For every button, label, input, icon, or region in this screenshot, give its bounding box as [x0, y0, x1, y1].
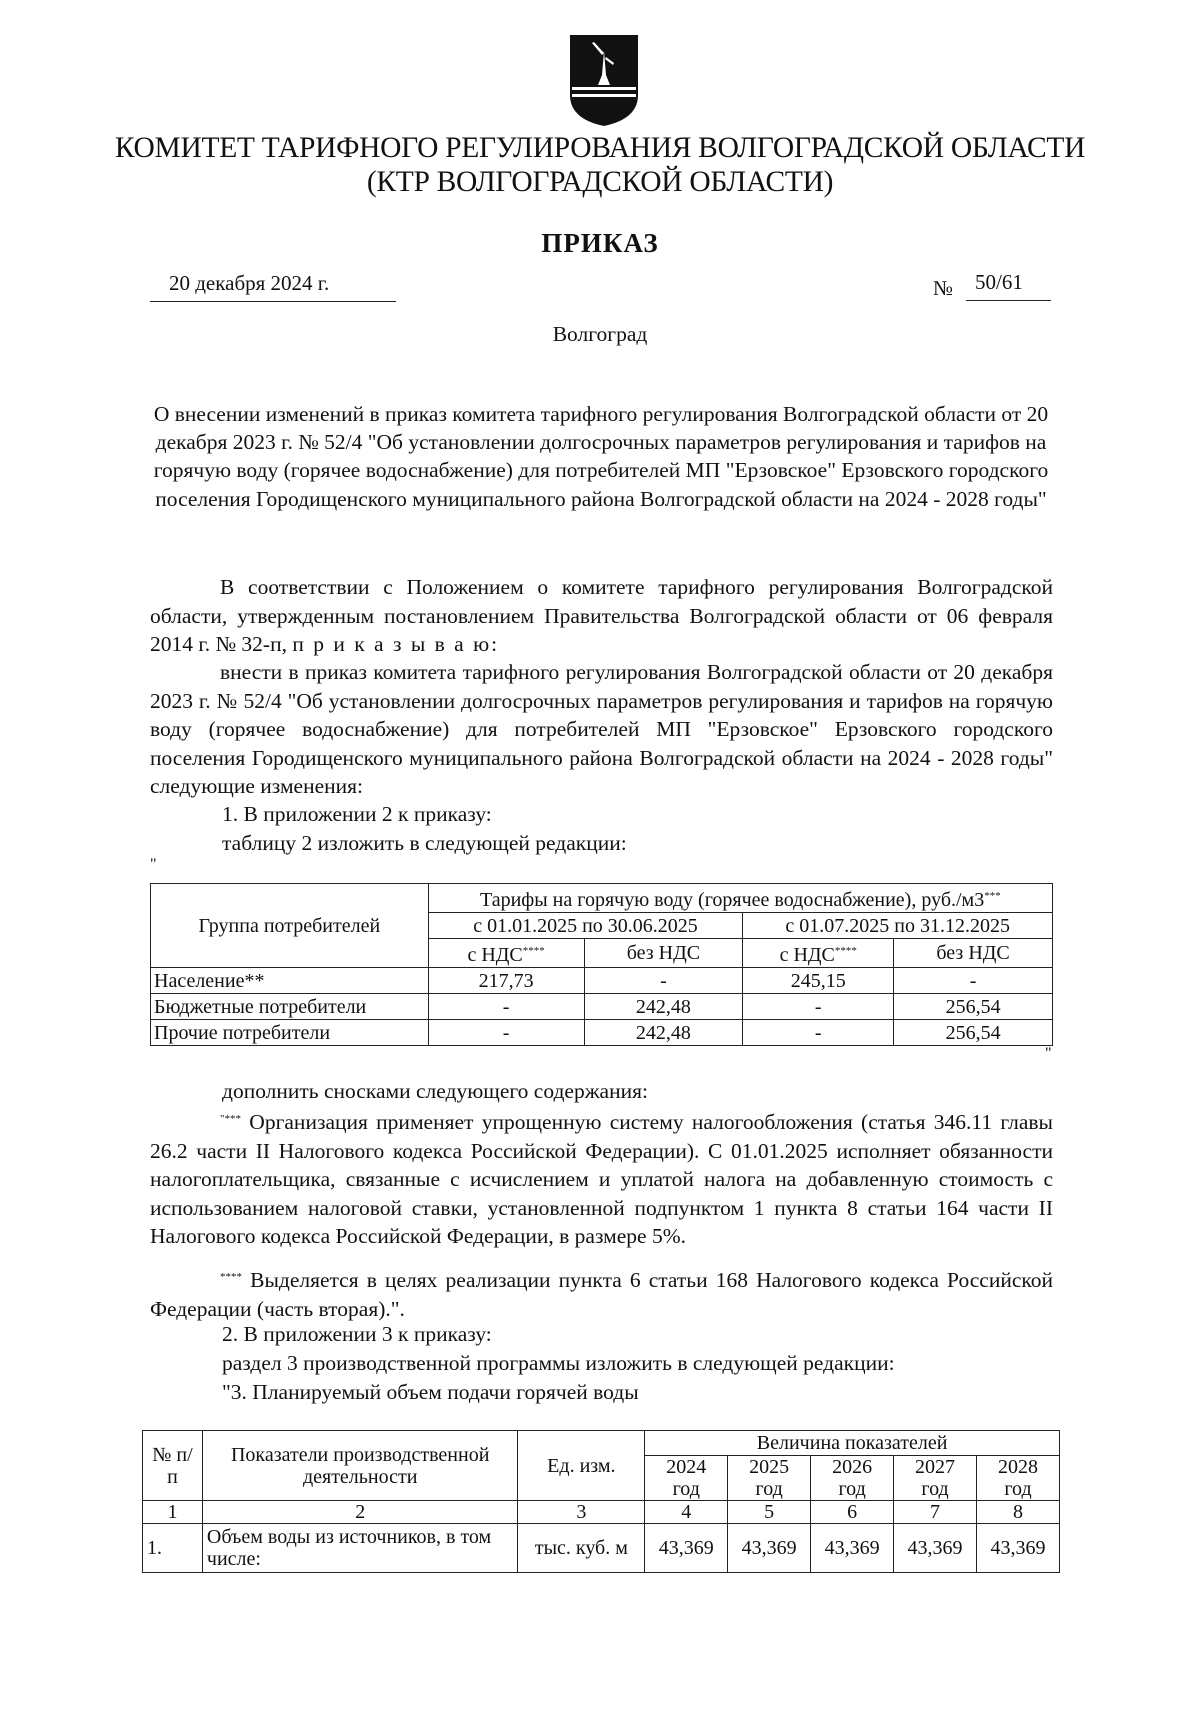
unit-cell: тыс. куб. м [518, 1524, 645, 1573]
footnote-mark: *** [984, 890, 1001, 902]
table-row [151, 1020, 1053, 1046]
tariff-cell: - [584, 968, 743, 994]
period-2-header: с 01.07.2025 по 31.12.2025 [743, 913, 1053, 939]
table-row [143, 1501, 1060, 1524]
order-paragraph: внести в приказ комитета тарифного регулирования Волгоградской области от 20 декабря 2023 г. № 52/4 "Об установлении долгосрочных параметров регулирования и тарифов на горячую воду (горячее водоснабжение) для потребителей МП "Ерзовское" Ерзовского городского поселения Городищенского муниципального района Волгоградской области на 2024 - 2028 годы" следующие изменения: [150, 660, 1053, 798]
year-value: 2024 [666, 1456, 707, 1478]
index-cell: 7 [894, 1501, 977, 1524]
col-num-header: № п/п [143, 1431, 203, 1501]
footnote-3 [150, 1105, 1053, 1251]
index-cell: 5 [728, 1501, 811, 1524]
value-cell: 43,369 [645, 1524, 728, 1573]
with-vat-header [743, 939, 894, 968]
year-header [811, 1456, 894, 1501]
value-cell: 43,369 [728, 1524, 811, 1573]
footnote-mark: **** [522, 945, 545, 957]
year-suffix: год [921, 1478, 949, 1500]
table-row [151, 968, 1053, 994]
order-word: п р и к а з ы в а ю: [292, 632, 500, 656]
footnote-4 [150, 1263, 1053, 1323]
period-1-header: с 01.01.2025 по 30.06.2025 [428, 913, 743, 939]
committee-short-name: (КТР ВОЛГОГРАДСКОЙ ОБЛАСТИ) [366, 166, 834, 198]
year-suffix: год [755, 1478, 783, 1500]
volgograd-emblem-icon [568, 33, 640, 128]
col-values-header: Величина показателей [645, 1431, 1060, 1456]
footnote-mark: **** [834, 945, 857, 957]
number-label: № [933, 276, 954, 300]
year-header [728, 1456, 811, 1501]
year-suffix: год [838, 1478, 866, 1500]
committee-name: КОМИТЕТ ТАРИФНОГО РЕГУЛИРОВАНИЯ ВОЛГОГРАДСКОЙ ОБЛАСТИ [114, 132, 1086, 164]
tariff-cell: - [428, 1020, 584, 1046]
tariff-cell: 245,15 [743, 968, 894, 994]
footnote-3-mark: "*** [220, 1113, 241, 1125]
item-1: 1. В приложении 2 к приказу: [222, 802, 492, 826]
volume-table [142, 1430, 1060, 1573]
tariff-cell: - [743, 1020, 894, 1046]
city: Волгоград [552, 322, 648, 346]
quote-open: " [150, 856, 157, 873]
tariff-cell: 217,73 [428, 968, 584, 994]
quote-close: " [1045, 1045, 1052, 1062]
consumer-group-cell: Бюджетные потребители [151, 994, 429, 1020]
without-vat-header: без НДС [894, 939, 1053, 968]
without-vat-header: без НДС [584, 939, 743, 968]
with-vat-text: с НДС [467, 944, 523, 966]
index-cell: 6 [811, 1501, 894, 1524]
year-header [645, 1456, 728, 1501]
document-type: ПРИКАЗ [541, 228, 659, 258]
year-suffix: год [672, 1478, 700, 1500]
footnote-4-mark: **** [220, 1271, 242, 1283]
table-row [143, 1431, 1060, 1456]
section-3-title: "3. Планируемый объем подачи горячей воды [222, 1380, 639, 1404]
with-vat-header [428, 939, 584, 968]
item-1-text: таблицу 2 изложить в следующей редакции: [222, 831, 627, 855]
tariff-cell: 256,54 [894, 1020, 1053, 1046]
year-header [977, 1456, 1060, 1501]
consumer-group-cell: Прочие потребители [151, 1020, 429, 1046]
index-cell: 8 [977, 1501, 1060, 1524]
table-row [151, 994, 1053, 1020]
tariff-cell: - [428, 994, 584, 1020]
value-cell: 43,369 [894, 1524, 977, 1573]
year-suffix: год [1004, 1478, 1032, 1500]
table-row [151, 884, 1053, 913]
index-cell: 4 [645, 1501, 728, 1524]
tariff-header [428, 884, 1052, 913]
tariff-cell: 242,48 [584, 994, 743, 1020]
year-header [894, 1456, 977, 1501]
with-vat-text: с НДС [779, 944, 835, 966]
year-value: 2026 [832, 1456, 873, 1478]
row-num-cell: 1. [143, 1524, 203, 1573]
item-2: 2. В приложении 3 к приказу: [222, 1322, 492, 1346]
table-row [143, 1524, 1060, 1573]
item-2-text: раздел 3 производственной программы изложить в следующей редакции: [222, 1351, 895, 1375]
index-cell: 2 [202, 1501, 518, 1524]
tariff-cell: 242,48 [584, 1020, 743, 1046]
consumer-group-cell: Население** [151, 968, 429, 994]
col-unit-header: Ед. изм. [518, 1431, 645, 1501]
col-indicator-header: Показатели производственной деятельности [202, 1431, 518, 1501]
indicator-cell: Объем воды из источников, в том числе: [202, 1524, 518, 1573]
footnote-3-text: Организация применяет упрощенную систему налогообложения (статья 346.11 главы 26.2 части II Налогового кодекса Российской Федерации). С 01.01.2025 исполняет обязанности налогоплательщика, связанные с исчислением и уплатой налога на добавленную стоимость с использованием налоговой ставки, установленной подпунктом 1 пункта 8 статьи 164 части II Налогового кодекса Российской Федерации, в размере 5%. [150, 1110, 1053, 1248]
value-cell: 43,369 [811, 1524, 894, 1573]
document-subject: О внесении изменений в приказ комитета тарифного регулирования Волгоградской области от 20 декабря 2023 г. № 52/4 "Об установлении долгосрочных параметров регулирования и тарифов на горячую воду (горячее водоснабжение) для потребителей МП "Ерзовское" Ерзовского городского поселения Городищенского муниципального района Волгоградской области на 2024 - 2028 годы" [153, 402, 1049, 511]
tariff-header-text: Тарифы на горячую воду (горячее водоснабжение), руб./м3 [479, 889, 985, 911]
preamble-text: В соответствии с Положением о комитете тарифного регулирования Волгоградской области, утвержденным постановлением Правительства Волгоградской области от 06 февраля 2014 г. № 32-п, [150, 575, 1053, 656]
tariff-cell: - [743, 994, 894, 1020]
year-value: 2028 [998, 1456, 1038, 1478]
footnote-4-text: Выделяется в целях реализации пункта 6 статьи 168 Налогового кодекса Российской Федерации (часть вторая).". [150, 1268, 1053, 1321]
footnotes-intro: дополнить сносками следующего содержания: [222, 1079, 648, 1103]
tariff-cell: 256,54 [894, 994, 1053, 1020]
index-cell: 1 [143, 1501, 203, 1524]
year-value: 2025 [749, 1456, 790, 1478]
preamble-paragraph [150, 573, 1053, 659]
year-value: 2027 [915, 1456, 956, 1478]
tariff-cell: - [894, 968, 1053, 994]
document-number: 50/61 [966, 270, 1051, 301]
document-date: 20 декабря 2024 г. [150, 271, 396, 302]
index-cell: 3 [518, 1501, 645, 1524]
group-header: Группа потребителей [151, 884, 429, 968]
tariff-table [150, 883, 1053, 1046]
value-cell: 43,369 [977, 1524, 1060, 1573]
